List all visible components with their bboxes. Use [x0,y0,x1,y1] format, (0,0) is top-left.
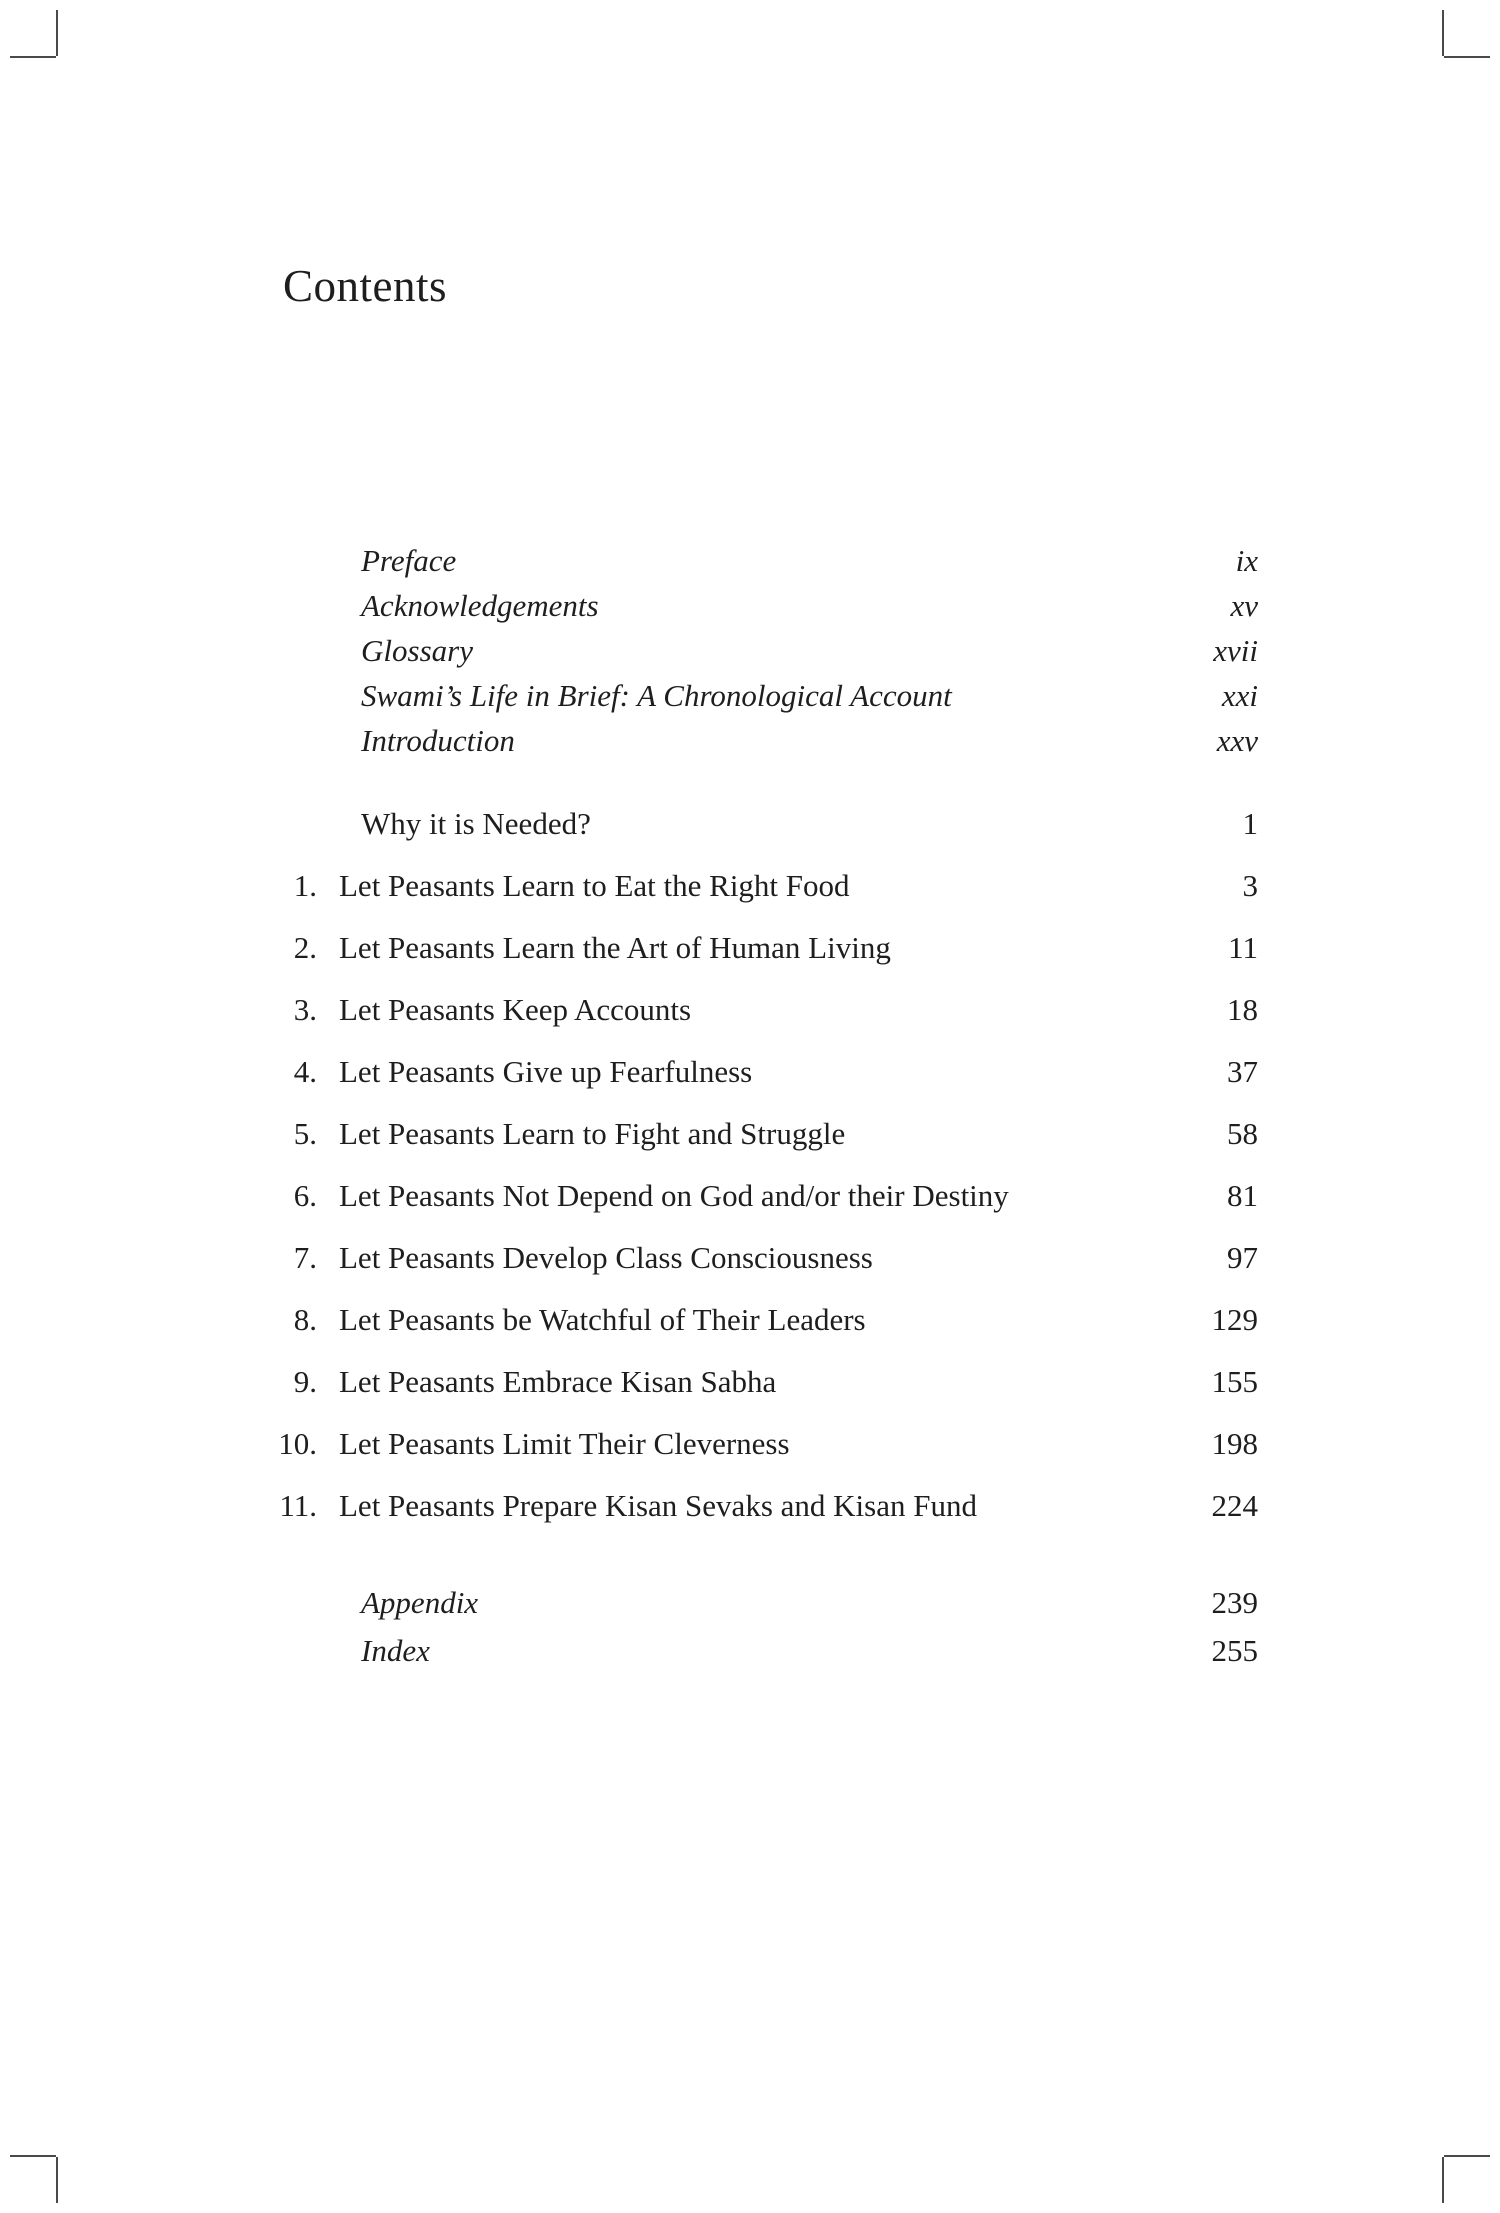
chapter-list [270,855,1258,1537]
toc-entry-front [270,628,1258,673]
crop-mark [56,2157,58,2203]
page-number: 37 [1227,1054,1258,1089]
toc-entry-chapter [270,1041,1258,1103]
page-number: 155 [1211,1364,1258,1399]
toc-entry-chapter [270,855,1258,917]
toc-entry-front [270,538,1258,583]
entry-label: Let Peasants Not Depend on God and/or their Destiny [339,1178,1009,1213]
chapter-number: 8. [293,1302,317,1337]
entry-label: Introduction [361,723,515,758]
page-number: 18 [1227,992,1258,1027]
toc-entry-chapter [270,1165,1258,1227]
toc-entry-chapter [270,1413,1258,1475]
toc-entry-chapter [270,979,1258,1041]
crop-mark [10,2155,56,2157]
page-number: 97 [1227,1240,1258,1275]
toc-entry-front [270,583,1258,628]
page-number: 11 [1228,930,1258,965]
toc-entry-back [270,1579,1258,1627]
page-number: 224 [1211,1488,1258,1523]
entry-label: Let Peasants Learn the Art of Human Living [339,930,891,965]
entry-label: Let Peasants Learn to Fight and Struggle [339,1116,846,1151]
chapter-number: 1. [293,868,317,903]
page-number: xvii [1213,633,1258,668]
chapter-number: 6. [293,1178,317,1213]
entry-label: Let Peasants Prepare Kisan Sevaks and Kisan Fund [339,1488,977,1523]
entry-label: Let Peasants be Watchful of Their Leaders [339,1302,866,1337]
chapter-number: 7. [293,1240,317,1275]
chapter-number: 2. [293,930,317,965]
page-number: ix [1235,543,1258,578]
back-matter-list [270,1579,1258,1675]
crop-mark [1444,2155,1490,2157]
entry-label: Let Peasants Limit Their Cleverness [339,1426,790,1461]
front-matter-list [270,538,1258,763]
toc-entry-chapter [270,1475,1258,1537]
toc-entry-front [270,673,1258,718]
toc-entry-intro [270,793,1258,855]
toc-entry-front [270,718,1258,763]
entry-label: Acknowledgements [361,588,599,623]
crop-mark [56,10,58,56]
toc-entry-chapter [270,1351,1258,1413]
entry-label: Let Peasants Develop Class Consciousness [339,1240,873,1275]
page-title: Contents [283,261,448,311]
entry-label: Let Peasants Give up Fearfulness [339,1054,753,1089]
chapter-number: 10. [278,1426,317,1461]
chapter-number: 11. [279,1488,317,1523]
entry-label: Let Peasants Keep Accounts [339,992,692,1027]
entry-label: Index [361,1633,430,1668]
chapter-number: 3. [293,992,317,1027]
page-number: 255 [1211,1633,1258,1668]
chapter-number: 4. [293,1054,317,1089]
crop-mark [1444,56,1490,58]
toc-entry-chapter [270,1103,1258,1165]
toc-entry-back [270,1627,1258,1675]
page-number: 198 [1211,1426,1258,1461]
entry-label: Appendix [361,1585,479,1620]
entry-label: Glossary [361,633,473,668]
toc-content [270,262,1258,1675]
page-number: 58 [1227,1116,1258,1151]
entry-label: Let Peasants Embrace Kisan Sabha [339,1364,777,1399]
page-number: 3 [1242,868,1258,903]
page-number: xxv [1216,723,1258,758]
page-number: 239 [1211,1585,1258,1620]
chapter-number: 5. [293,1116,317,1151]
page-number: xv [1230,588,1258,623]
page-number: 81 [1227,1178,1258,1213]
crop-mark [10,56,56,58]
page-number: xxi [1221,678,1258,713]
entry-label: Why it is Needed? [361,806,591,841]
chapter-number: 9. [293,1364,317,1399]
toc-entry-chapter [270,917,1258,979]
entry-label: Let Peasants Learn to Eat the Right Food [339,868,850,903]
entry-label: Preface [361,543,457,578]
toc-entry-chapter [270,1289,1258,1351]
crop-mark [1442,10,1444,56]
intro-entry-block [270,793,1258,855]
page-number: 1 [1242,806,1258,841]
toc-entry-chapter [270,1227,1258,1289]
page-number: 129 [1211,1302,1258,1337]
entry-label: Swami’s Life in Brief: A Chronological Account [361,678,952,713]
crop-mark [1442,2157,1444,2203]
